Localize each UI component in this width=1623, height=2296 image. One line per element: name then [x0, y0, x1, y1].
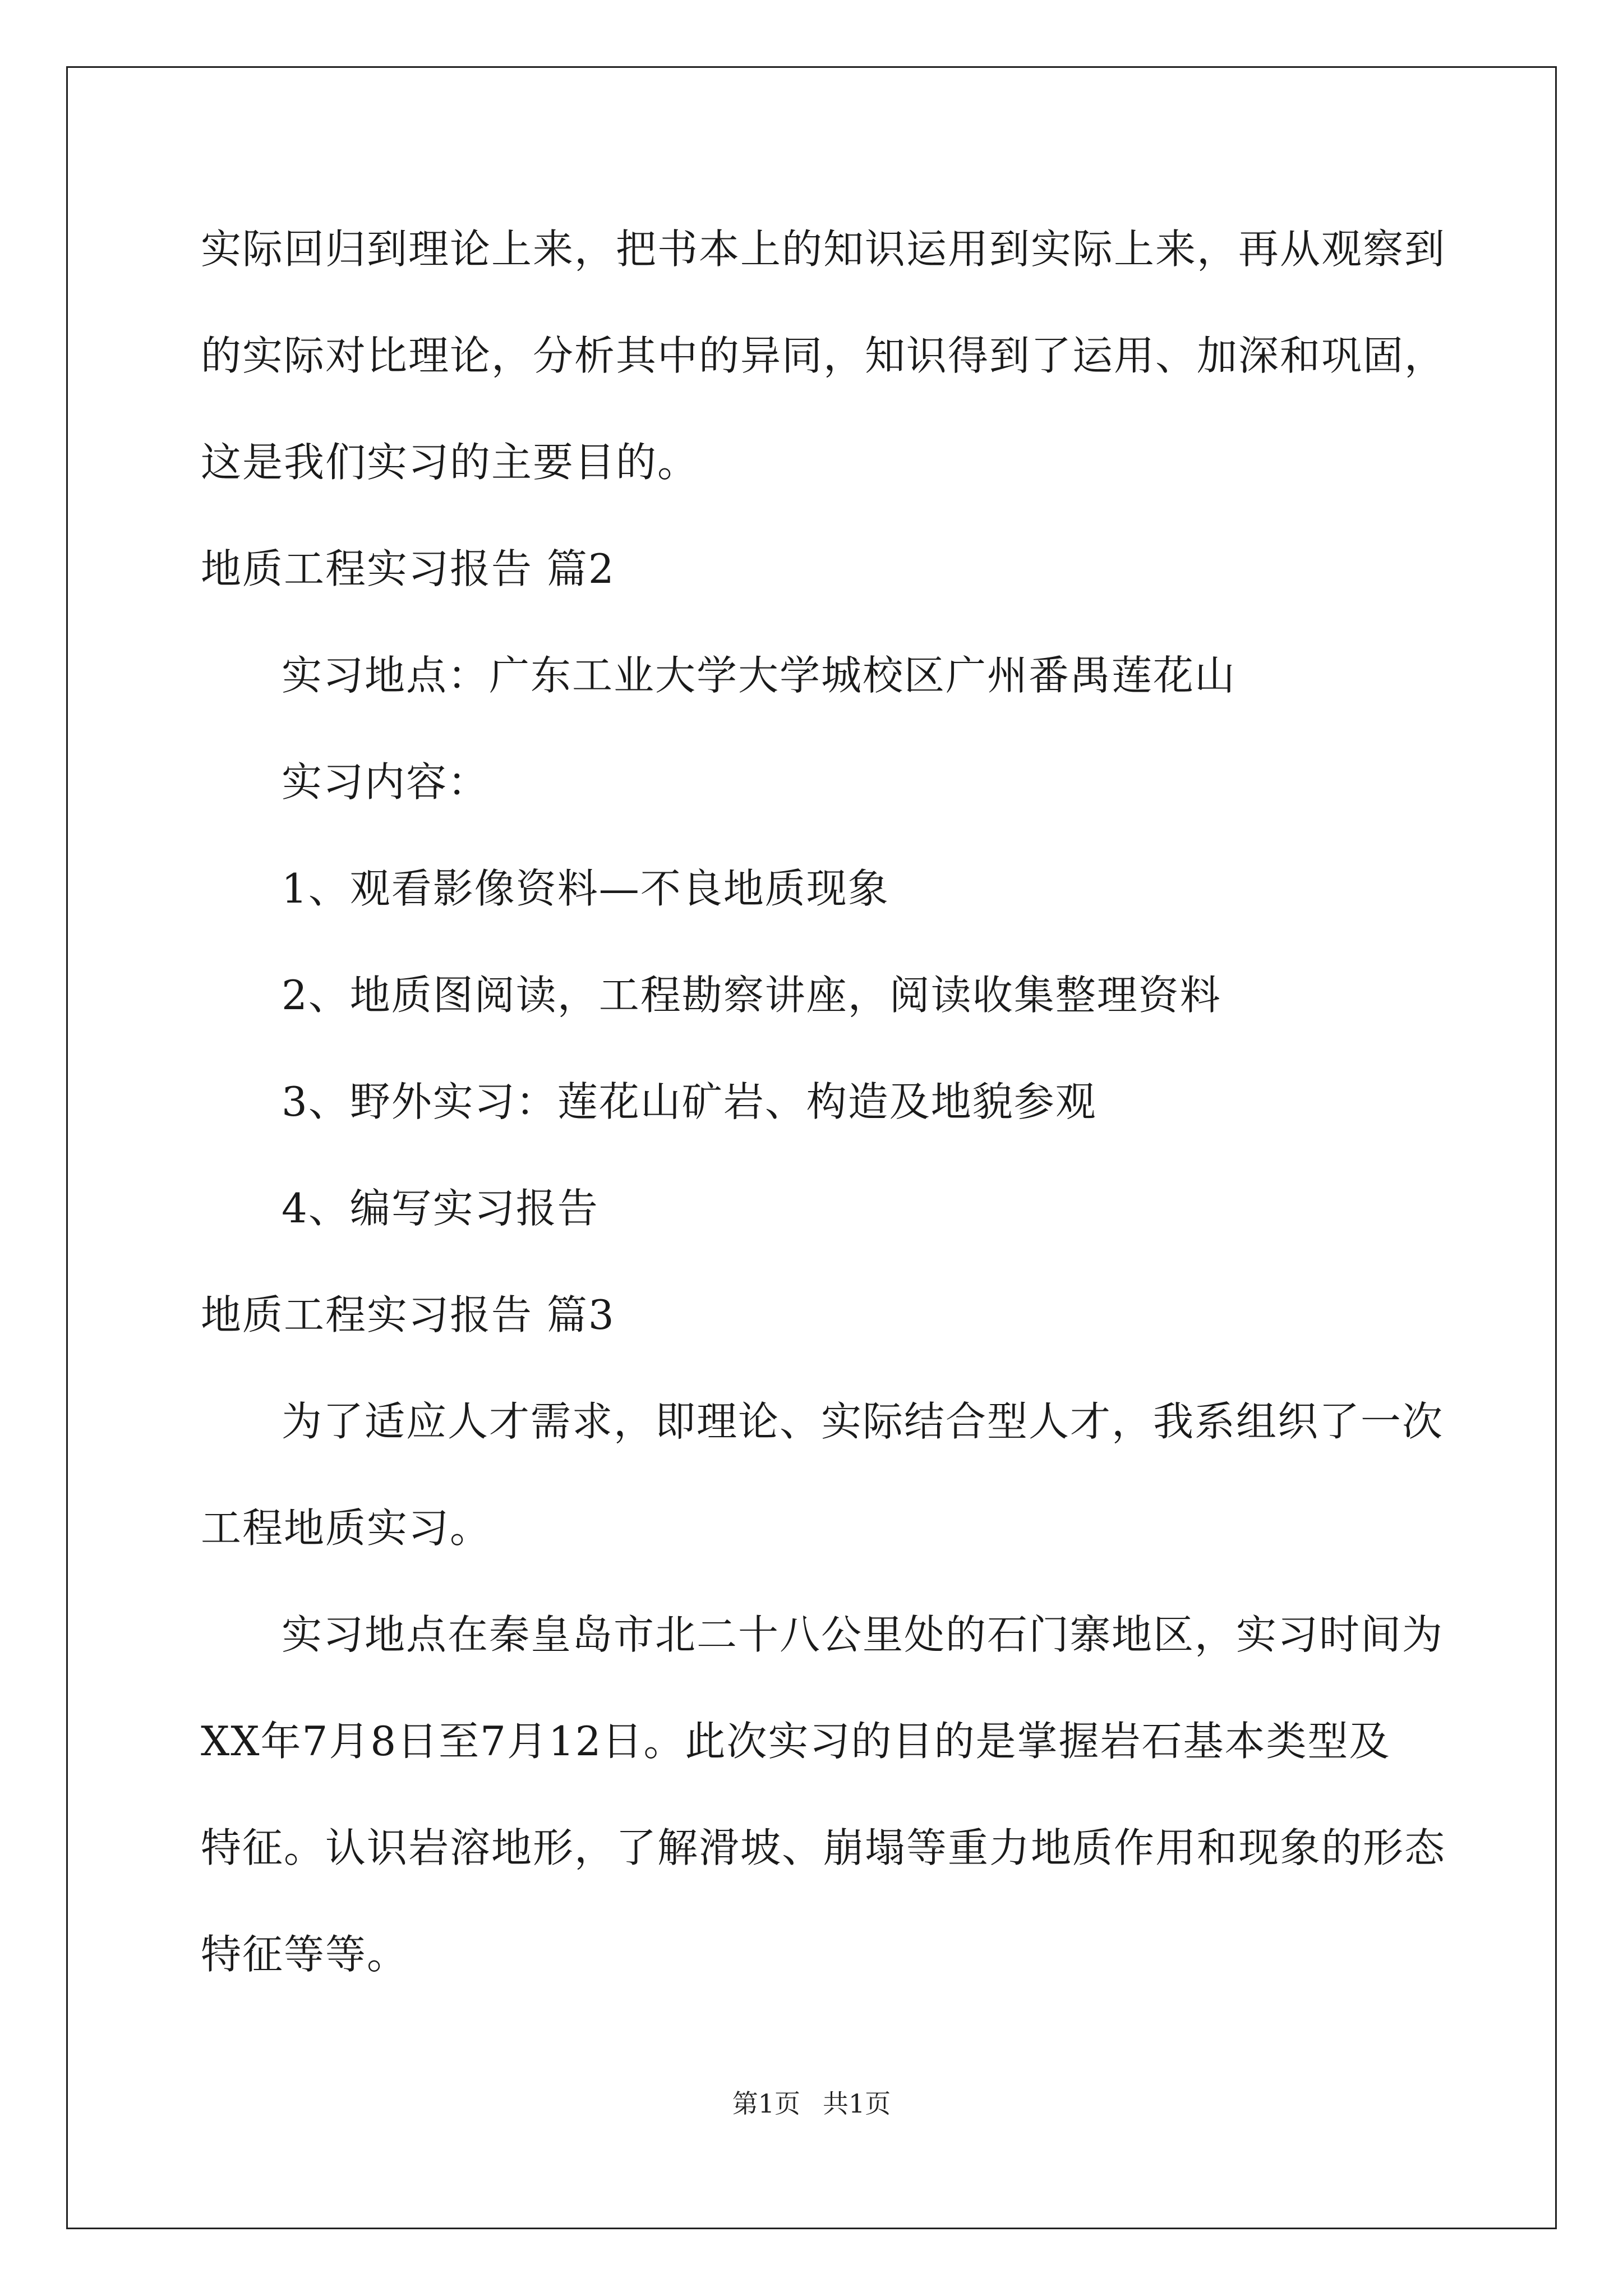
text-line: 这是我们实习的主要目的。: [201, 439, 699, 486]
text-line: 实际回归到理论上来，把书本上的知识运用到实际上来，再从观察到: [201, 226, 1446, 273]
list-item: 1、观看影像资料—不良地质现象: [282, 865, 889, 912]
list-item: 4、编写实习报告: [282, 1185, 599, 1232]
page-footer: [0, 2087, 1623, 2120]
text-line: 实习地点在秦皇岛市北二十八公里处的石门寨地区，实习时间为: [282, 1611, 1444, 1658]
text-line: 为了适应人才需求，即理论、实际结合型人才，我系组织了一次: [282, 1398, 1444, 1445]
list-item: 3、野外实习：莲花山矿岩、构造及地貌参观: [282, 1078, 1097, 1125]
text-line: 特征。认识岩溶地形，了解滑坡、崩塌等重力地质作用和现象的形态: [201, 1824, 1446, 1871]
text-line: 实习地点：广东工业大学大学城校区广州番禺莲花山: [282, 652, 1237, 699]
page-total: 共1页: [823, 2088, 891, 2119]
section-heading: 地质工程实习报告 篇3: [201, 1291, 615, 1338]
text-line: 实习内容：: [282, 758, 490, 806]
document-body: [201, 219, 1446, 2031]
text-line: XX年7月8日至7月12日。此次实习的目的是掌握岩石基本类型及: [201, 1718, 1391, 1765]
text-line: 的实际对比理论，分析其中的异同，知识得到了运用、加深和巩固，: [201, 332, 1446, 379]
section-heading: 地质工程实习报告 篇2: [201, 545, 615, 592]
text-line: 特征等等。: [201, 1931, 409, 1978]
list-item: 2、地质图阅读，工程勘察讲座，阅读收集整理资料: [282, 972, 1221, 1019]
text-line: 工程地质实习。: [201, 1504, 492, 1552]
page-number: 第1页: [732, 2088, 800, 2119]
